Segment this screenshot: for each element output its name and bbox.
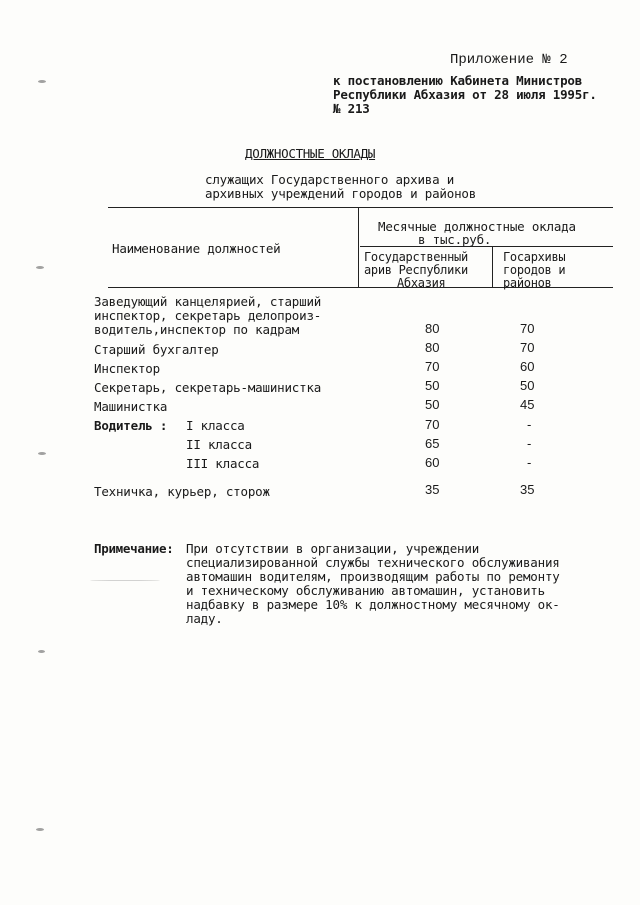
scan-speck (38, 650, 45, 653)
row-1-value-city: 70 (520, 340, 535, 355)
row-4-value-city: 45 (520, 397, 535, 412)
subtitle-line-2: архивных учреждений городов и районов (205, 186, 477, 201)
row-4-value-state: 50 (425, 397, 440, 412)
row-6-value-state: 65 (425, 436, 440, 451)
header-positions: Наименование должностей (112, 241, 281, 256)
row-8-value-state: 35 (425, 482, 440, 497)
row-3-name: Секретарь, секретарь-машинистка (94, 380, 322, 395)
row-8-value-city: 35 (520, 482, 535, 497)
table-top-rule (108, 207, 613, 208)
table-divider-left (358, 208, 359, 288)
row-3-value-state: 50 (425, 378, 440, 393)
header-col2-line-2: городов и (503, 263, 566, 277)
row-5-class: I класса (186, 418, 245, 433)
header-col1-line-2: арив Республики (364, 263, 468, 277)
row-5-value-city: - (527, 417, 532, 432)
note-label: Примечание: (94, 541, 174, 556)
row-0-name-line-1: Заведующий канцелярией, старший (94, 294, 322, 309)
decree-line-3: № 213 (333, 101, 370, 116)
row-7-class: III класса (186, 456, 260, 471)
note-line-6: ладу. (186, 611, 223, 626)
row-0-value-state: 80 (425, 321, 440, 336)
row-8-name: Техничка, курьер, сторож (94, 484, 270, 499)
header-col1-line-1: Государственный (364, 250, 468, 264)
subtitle-line-1: служащих Государственного архива и (205, 172, 455, 187)
row-1-value-state: 80 (425, 340, 440, 355)
decree-line-2: Республики Абхазия от 28 июля 1995г. (333, 87, 597, 102)
row-2-value-city: 60 (520, 359, 535, 374)
row-4-name: Машинистка (94, 399, 168, 414)
header-col2-line-1: Госархивы (503, 250, 566, 264)
row-5-value-state: 70 (425, 417, 440, 432)
row-6-class: II класса (186, 437, 252, 452)
row-2-name: Инспектор (94, 361, 160, 376)
faint-stamp-smudge (90, 580, 160, 581)
row-3-value-city: 50 (520, 378, 535, 393)
row-0-value-city: 70 (520, 321, 535, 336)
document-title: ДОЛЖНОСТНЫЕ ОКЛАДЫ (245, 146, 376, 161)
header-col1-line-3: Абхазия (397, 276, 446, 290)
row-1-name: Старший бухгалтер (94, 342, 219, 357)
appendix-title: Приложение № 2 (450, 52, 568, 68)
note-line-3: автомашин водителям, производящим работы по ремонту (186, 569, 560, 584)
note-line-4: и техническому обслуживанию автомашин, установить (186, 583, 545, 598)
row-0-name-line-3: водитель,инспектор по кадрам (94, 322, 300, 337)
scan-speck (36, 266, 44, 269)
header-salary-group-line-2: в тыс.руб. (418, 232, 492, 247)
table-divider-right (492, 246, 493, 288)
note-line-2: специализированной службы технического обслуживания (186, 555, 560, 570)
header-salary-group-line-1: Месячные должностные оклада (378, 219, 576, 234)
note-line-1: При отсутствии в организации, учреждении (186, 541, 480, 556)
row-5-name: Водитель : (94, 418, 168, 433)
row-0-name-line-2: инспектор, секретарь делопроиз- (94, 308, 322, 323)
note-line-5: надбавку в размере 10% к должностному месячному ок- (186, 597, 560, 612)
scan-speck (36, 828, 44, 831)
row-6-value-city: - (527, 436, 532, 451)
row-2-value-state: 70 (425, 359, 440, 374)
scan-speck (38, 80, 46, 83)
decree-line-1: к постановлению Кабинета Министров (333, 73, 583, 88)
row-7-value-state: 60 (425, 455, 440, 470)
row-7-value-city: - (527, 455, 532, 470)
header-col2-line-3: районов (503, 276, 552, 290)
scan-speck (38, 452, 46, 455)
